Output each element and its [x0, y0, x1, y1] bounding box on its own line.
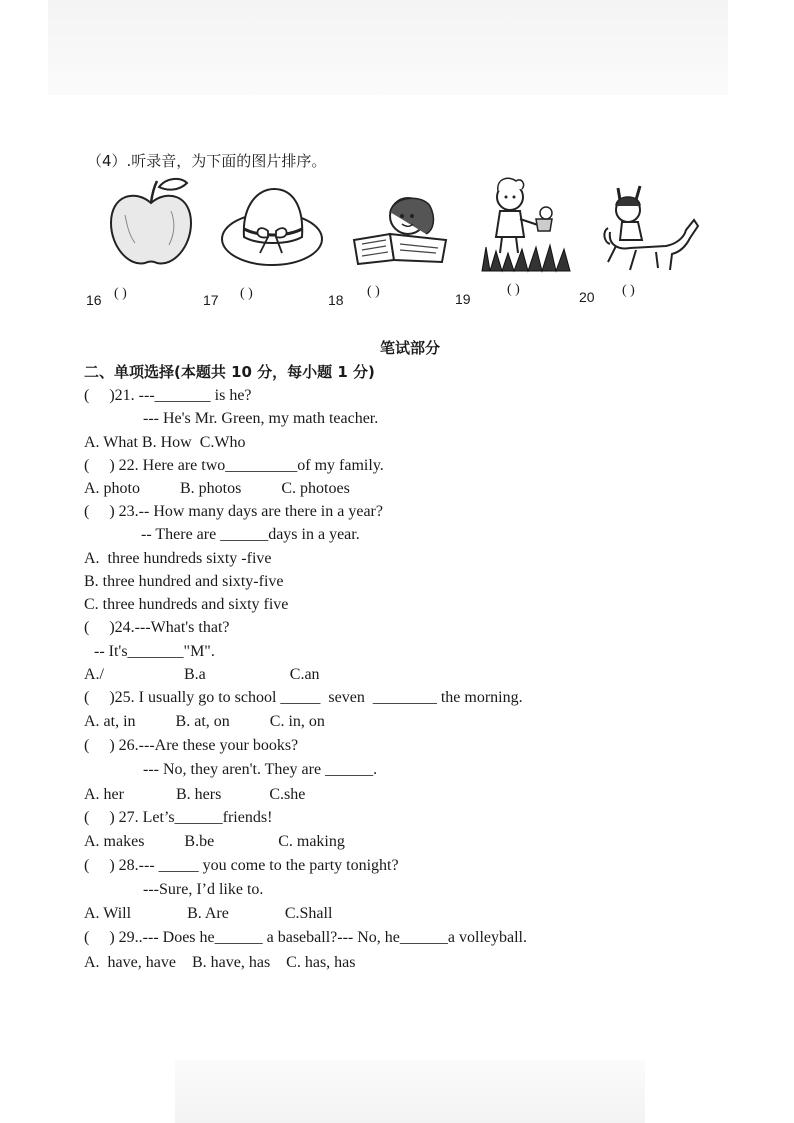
question-reply: --- No, they aren't. They are ______.: [143, 761, 378, 778]
girl-watering-flowers-icon: [478, 175, 573, 273]
listening-instruction: （4）.听录音，为下面的图片排序。: [87, 152, 327, 170]
question-reply: -- There are ______days in a year.: [141, 526, 360, 543]
question-stem: ( ) 28.--- _____ you come to the party tonight?: [84, 857, 399, 874]
answer-option: A. three hundreds sixty -five: [84, 550, 272, 567]
picture-number: 17: [203, 292, 219, 308]
answer-blank[interactable]: ( ): [367, 284, 380, 299]
answer-options: A. at, in B. at, on C. in, on: [84, 713, 325, 730]
answer-options: A. What B. How C.Who: [84, 434, 246, 451]
question-stem: ( ) 27. Let’s______friends!: [84, 809, 273, 826]
section-title: 二、单项选择(本题共 10 分，每小题 1 分): [84, 363, 375, 381]
hat-icon: [218, 183, 326, 271]
answer-blank[interactable]: ( ): [622, 283, 635, 298]
answer-option: B. three hundred and sixty-five: [84, 573, 284, 590]
answer-blank[interactable]: ( ): [507, 282, 520, 297]
question-stem: ( )25. I usually go to school _____ seven ________ the morning.: [84, 689, 523, 706]
girl-reading-icon: [350, 190, 450, 265]
question-stem: ( )21. ---_______ is he?: [84, 387, 252, 404]
answer-options: A. Will B. Are C.Shall: [84, 905, 333, 922]
apple-icon: [105, 175, 197, 270]
answer-option: C. three hundreds and sixty five: [84, 596, 289, 613]
scan-shade-top: [48, 0, 728, 95]
answer-options: A. makes B.be C. making: [84, 833, 345, 850]
boy-riding-horse-icon: [600, 180, 702, 276]
scan-shade-bottom: [175, 1060, 645, 1123]
question-reply: ---Sure, I’d like to.: [143, 881, 264, 898]
picture-number: 19: [455, 291, 471, 307]
question-stem: ( ) 29..--- Does he______ a baseball?--- No, he______a volleyball.: [84, 929, 527, 946]
question-reply: -- It's_______"M".: [94, 643, 215, 660]
question-stem: ( ) 23.-- How many days are there in a year?: [84, 503, 383, 520]
picture-number: 18: [328, 292, 344, 308]
answer-options: A. have, have B. have, has C. has, has: [84, 954, 356, 971]
question-stem: ( ) 26.---Are these your books?: [84, 737, 299, 754]
question-reply: --- He's Mr. Green, my math teacher.: [143, 410, 379, 427]
answer-blank[interactable]: ( ): [240, 286, 253, 301]
picture-number: 20: [579, 289, 595, 305]
answer-blank[interactable]: ( ): [114, 286, 127, 301]
question-stem: ( ) 22. Here are two_________of my family.: [84, 457, 384, 474]
question-stem: ( )24.---What's that?: [84, 619, 230, 636]
picture-number: 16: [86, 292, 102, 308]
written-part-title: 笔试部分: [380, 339, 441, 357]
answer-options: A. her B. hers C.she: [84, 786, 306, 803]
answer-options: A. photo B. photos C. photoes: [84, 480, 350, 497]
answer-options: A./ B.a C.an: [84, 666, 320, 683]
